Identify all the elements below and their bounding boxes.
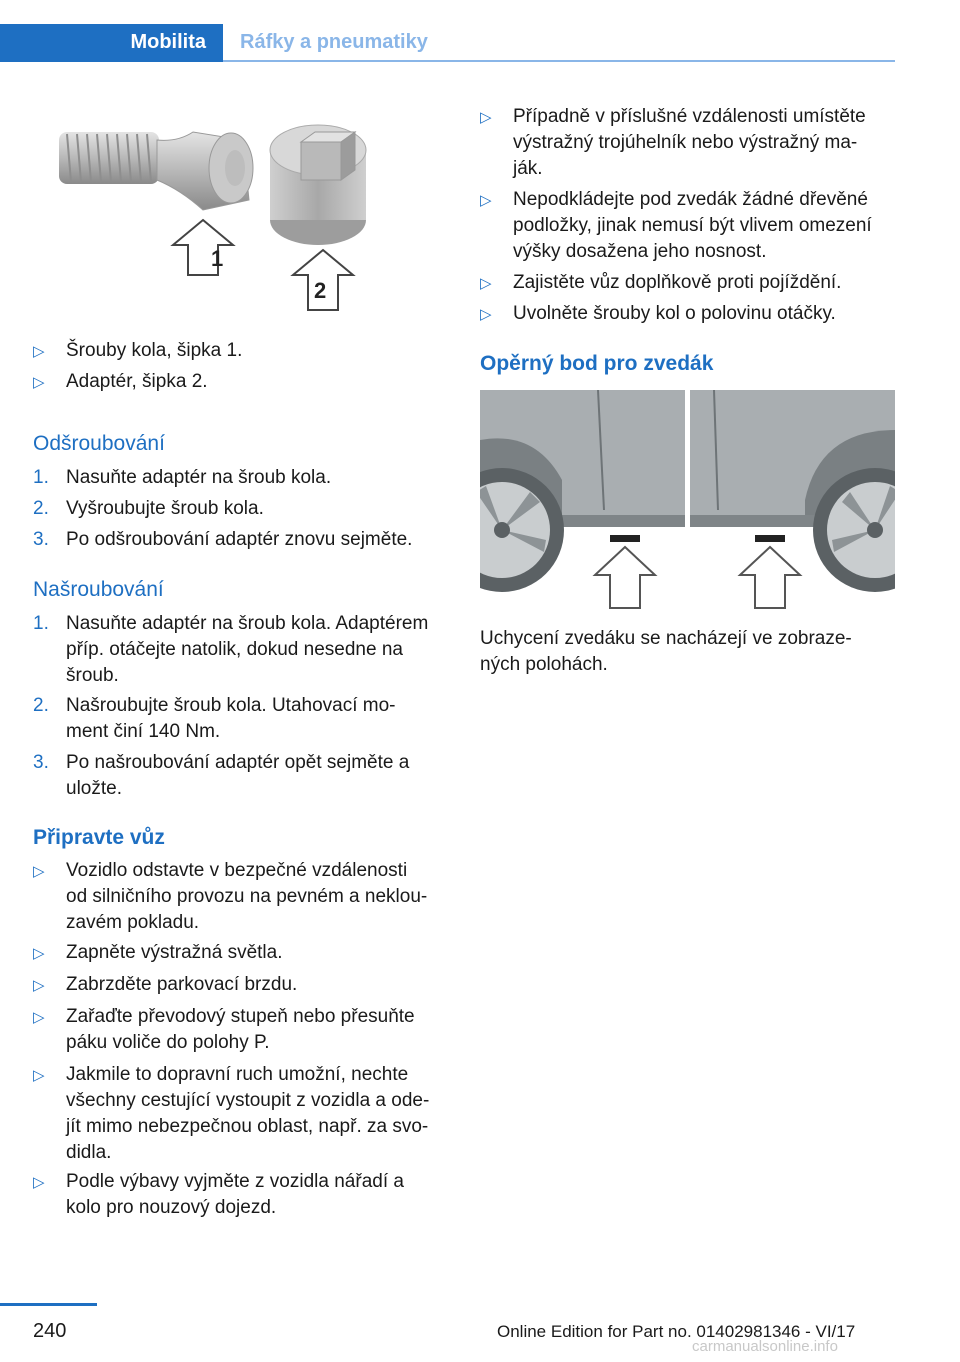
section-heading-unscrew: Odšroubování (33, 432, 165, 455)
wheel-bolt-adapter-figure (53, 110, 383, 325)
watermark: carmanualsonline.info (692, 1338, 838, 1355)
bullet-triangle-icon: ▷ (480, 275, 492, 292)
bullet-triangle-icon: ▷ (33, 343, 45, 360)
bullet-triangle-icon: ▷ (480, 192, 492, 209)
bullet-triangle-icon: ▷ (33, 1009, 45, 1026)
page-number: 240 (33, 1320, 67, 1342)
jack-caption: Uchycení zvedáku se nacházejí ve zobraze‐ ných polohách. (480, 628, 852, 675)
bullet-triangle-icon: ▷ (33, 863, 45, 880)
section-heading-prepare: Připravte vůz (33, 826, 165, 849)
section-title: Mobilita (130, 31, 206, 53)
bullet-triangle-icon: ▷ (33, 945, 45, 962)
section-tab (0, 24, 223, 62)
bullet-triangle-icon: ▷ (33, 1067, 45, 1084)
svg-text:2: 2 (314, 278, 327, 303)
footer-rule (0, 1303, 97, 1306)
subsection-title: Ráfky a pneumatiky (240, 31, 428, 53)
arrow-2 (293, 250, 353, 310)
svg-text:1: 1 (211, 246, 224, 271)
bullet-triangle-icon: ▷ (480, 109, 492, 126)
adapter-cylinder (270, 125, 366, 245)
header-rule (223, 60, 895, 62)
jack-point-figure (480, 390, 895, 612)
jack-panel-left (480, 390, 685, 612)
page-header (0, 0, 895, 64)
bullet-triangle-icon: ▷ (33, 374, 45, 391)
bullet-triangle-icon: ▷ (33, 1174, 45, 1191)
bolt-thread (59, 132, 159, 184)
arrow-1 (173, 220, 233, 275)
section-heading-jack-point: Opěrný bod pro zvedák (480, 352, 714, 375)
edition-note: Online Edition for Part no. 01402981346 - VI/17 (497, 1322, 856, 1341)
jack-panel-right (690, 390, 895, 612)
bullet-triangle-icon: ▷ (480, 306, 492, 323)
section-heading-screw: Našroubování (33, 578, 164, 601)
bullet-triangle-icon: ▷ (33, 977, 45, 994)
